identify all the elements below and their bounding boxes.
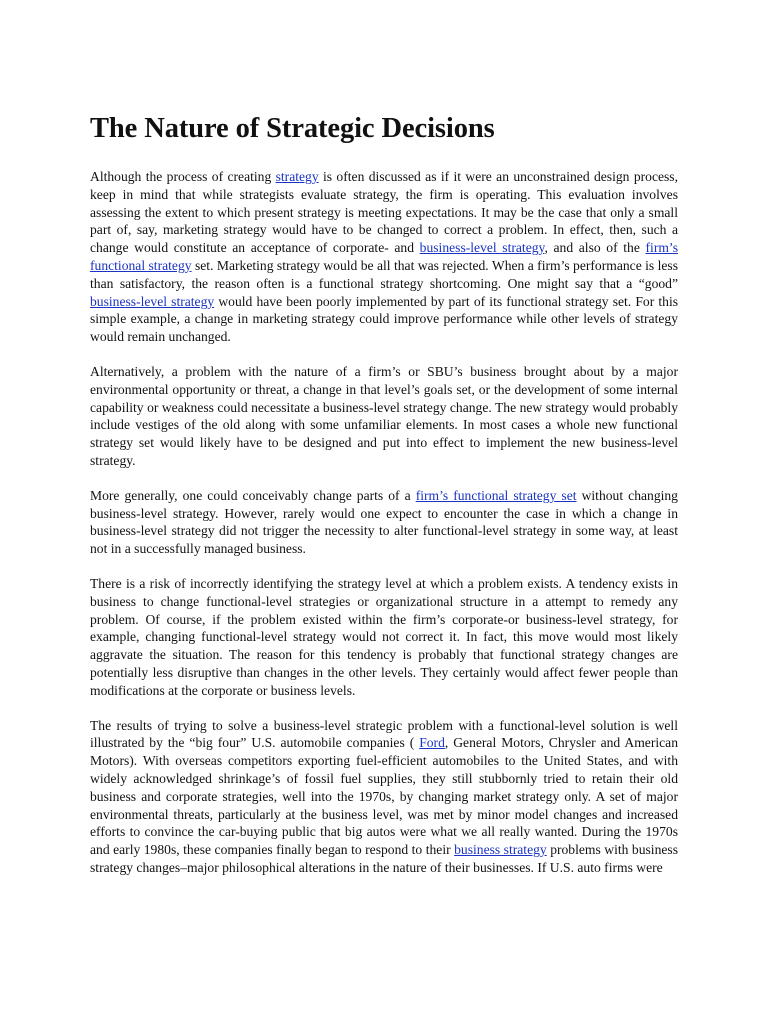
link-firms-functional-strategy[interactable]: firm’s functional strategy [90,240,678,273]
text-run: There is a risk of incorrectly identifying the strategy level at which a problem exists. A tendency exists in business to change functional-level strategies or organizational structure in a attempt to remedy any problem. Of course, if the problem existed within the firm’s corporate-or business-level strategy, for example, changing functional-level strategy would not correct it. In fact, this move would most likely aggravate the situation. The reason for this tendency is probably that functional strategy changes are potentially less disruptive than changes in the other levels. They certainly would affect fewer people than modifications at the corporate or business levels. [90,575,678,698]
paragraph-4 [90,575,678,700]
text-run: set. Marketing strategy would be all that was rejected. When a firm’s performance is less than satisfactory, the reason often is a functional strategy shortcoming. One might say that a “good” [90,257,679,291]
link-business-level-strategy[interactable]: business-level strategy [419,240,545,256]
text-run: without changing business-level strategy. However, rarely would one expect to encounter the case in which a change in business-level strategy did not trigger the necessity to alter functional-level strategy in some way, at least not in a successfully managed business. [90,487,678,557]
page-title: The Nature of Strategic Decisions [90,113,495,144]
text-run: problems with business strategy changes–major philosophical alterations in the nature of their businesses. If U.S. auto firms were [90,842,678,875]
paragraph-2 [90,363,678,470]
text-run: , and also of the [544,240,646,256]
paragraph-1 [90,168,678,346]
text-run: The results of trying to solve a business-level strategic problem with a functional-level solution is well illustrated by the “big four” U.S. automobile companies ( [90,717,678,751]
link-ford[interactable]: Ford [419,735,445,751]
link-business-level-strategy-2[interactable]: business-level strategy [90,293,215,309]
text-run: Alternatively, a problem with the nature of a firm’s or SBU’s business brought about by a major environmental opportunity or threat, a change in that level’s goals set, or the development of some internal capability or weakness could necessitate a business-level strategy change. The new strategy would probably include vestiges of the old along with some unfamiliar elements. In most cases a whole new functional strategy set would likely have to be designed and put into effect to implement the new business-level strategy. [90,363,678,468]
text-run: is often discussed as if it were an unconstrained design process, keep in mind that while strategists evaluate strategy, the firm is operating. This evaluation involves assessing the extent to which present strategy is meeting expectations. It may be the case that only a small part of, say, marketing strategy would have to be changed to correct a problem. In effect, then, such a change would constitute an acceptance of corporate- and [90,169,678,256]
link-firms-functional-strategy-set[interactable]: firm’s functional strategy set [415,487,577,503]
text-run: Although the process of creating [90,169,276,184]
text-run: , General Motors, Chrysler and American Motors). With overseas competitors exporting fuel-efficient automobiles to the United States, and with widely acknowledged shrinkage’s of fossil fuel supplies, they still stubbornly tried to retain their old business and corporate strategies, well into the 1970s, by changing market strategy only. A set of major environmental threats, particularly at the business level, was met by minor model changes and increased efforts to convince the car-buying public that big autos were what we all really wanted. During the 1970s and early 1980s, these companies finally began to respond to their [90,735,678,858]
text-run: would have been poorly implemented by part of its functional strategy set. For this simple example, a change in marketing strategy could improve performance while other levels of strategy would remain unchanged. [90,293,679,345]
paragraph-3 [90,487,678,558]
text-run: More generally, one could conceivably change parts of a [90,487,416,503]
link-strategy[interactable]: strategy [275,169,319,184]
paragraph-5 [90,717,678,877]
link-business-strategy[interactable]: business strategy [454,842,547,858]
